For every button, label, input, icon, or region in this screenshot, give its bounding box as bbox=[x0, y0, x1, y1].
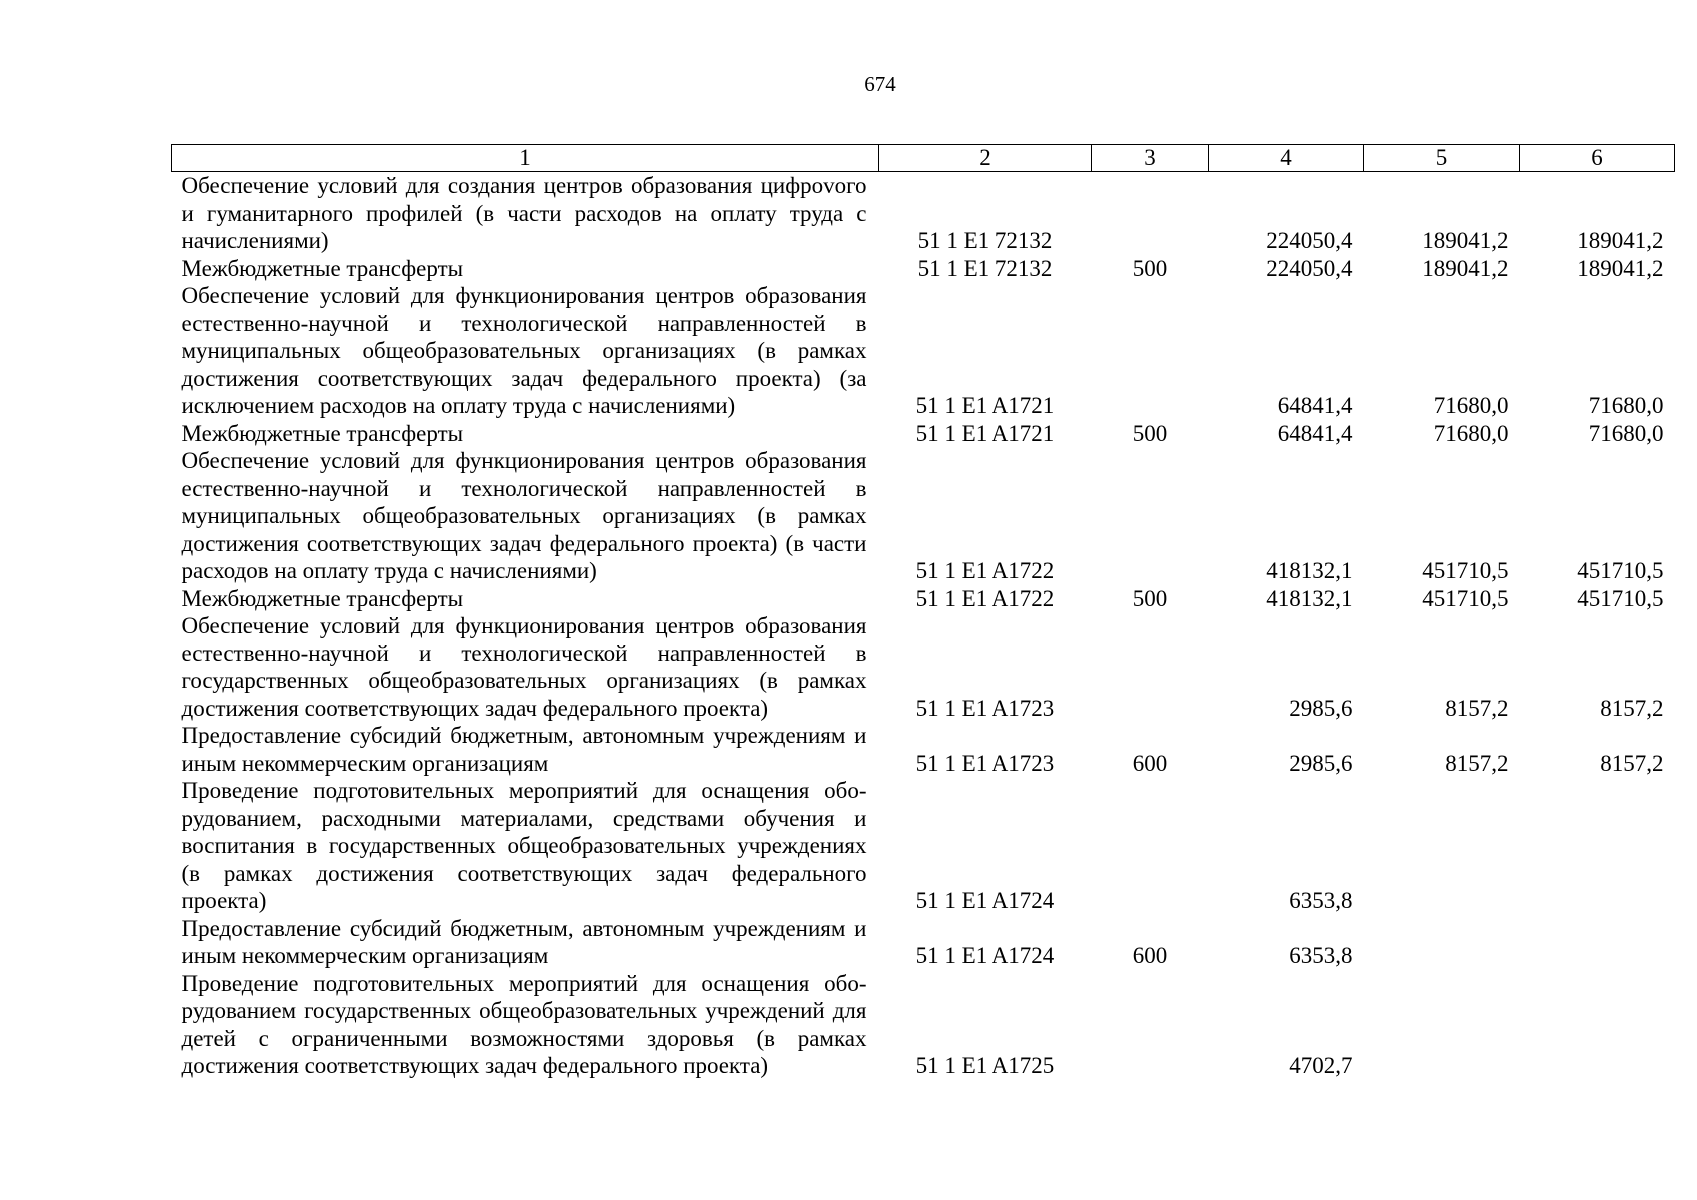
page-number: 674 bbox=[864, 72, 896, 96]
row-name: Обеспечение условий для функционирования центров образования естественно-научной и технологической направленностей в муниципальных общеобразовательных организациях (в рамках достижения соответствующих задач федерального проекта) (в части расходов на оплату труда с начислениями) bbox=[181, 448, 867, 583]
row-value-2: 8157,2 bbox=[1445, 750, 1509, 776]
row-value-1: 224050,4 bbox=[1266, 255, 1353, 281]
row-value-1: 2985,6 bbox=[1289, 750, 1353, 776]
row-value-3 bbox=[1520, 777, 1675, 915]
row-name: Обеспечение условий для функционирования центров образования естественно-научной и технологической направленностей в государственных общеобразовательных организациях (в рамках достижения соответствующих задач федерального проекта) bbox=[181, 613, 867, 721]
row-value-3: 71680,0 bbox=[1588, 420, 1664, 446]
table-header bbox=[172, 145, 1675, 172]
table-row bbox=[172, 612, 1675, 722]
row-value-2: 451710,5 bbox=[1422, 558, 1509, 583]
row-type bbox=[1092, 172, 1209, 255]
row-value-1: 224050,4 bbox=[1266, 228, 1353, 253]
row-value-1: 64841,4 bbox=[1277, 393, 1353, 418]
table-row bbox=[172, 722, 1675, 777]
row-code: 51 1 E1 A1722 bbox=[915, 558, 1055, 583]
table-row bbox=[172, 420, 1675, 448]
row-value-3 bbox=[1520, 970, 1675, 1080]
table-row bbox=[172, 585, 1675, 613]
column-header-1: 1 bbox=[172, 145, 879, 172]
row-type bbox=[1092, 970, 1209, 1080]
row-code: 51 1 E1 A1723 bbox=[915, 695, 1055, 721]
row-value-1: 2985,6 bbox=[1289, 695, 1353, 721]
row-type: 500 bbox=[1132, 255, 1168, 281]
row-name: Межбюджетные трансферты bbox=[181, 420, 464, 446]
row-code: 51 1 E1 A1725 bbox=[915, 1053, 1055, 1078]
row-value-3: 71680,0 bbox=[1588, 393, 1664, 418]
row-name: Обеспечение условий для создания центров образования цифроvого и гуманитарного профилей (в части расходов на оплату труда с начислениями) bbox=[181, 173, 867, 253]
row-type: 600 bbox=[1132, 750, 1168, 776]
row-type bbox=[1092, 282, 1209, 420]
table-row bbox=[172, 282, 1675, 420]
row-value-2 bbox=[1364, 970, 1520, 1080]
row-value-2: 451710,5 bbox=[1422, 585, 1509, 611]
budget-table bbox=[171, 144, 1675, 1080]
table-row bbox=[172, 447, 1675, 585]
row-value-3: 451710,5 bbox=[1577, 585, 1664, 611]
row-value-1: 418132,1 bbox=[1266, 558, 1353, 583]
row-name: Предоставление субсидий бюджетным, автономным учреждениям и иным некоммерческим организациям bbox=[181, 915, 867, 968]
row-value-2: 71680,0 bbox=[1433, 420, 1509, 446]
row-value-1: 6353,8 bbox=[1289, 943, 1353, 968]
row-type: 500 bbox=[1132, 420, 1168, 446]
row-type bbox=[1092, 447, 1209, 585]
row-value-2: 189041,2 bbox=[1422, 255, 1509, 281]
row-value-1: 6353,8 bbox=[1289, 888, 1353, 913]
row-name: Проведение подготовительных мероприятий для оснащения оборудованием, расходными материалами, средствами обучения и воспитания в государственных общеобразовательных учреждениях (в рамках достижения соответствующих задач федерального проекта) bbox=[181, 778, 867, 913]
table-row bbox=[172, 255, 1675, 283]
row-type: 500 bbox=[1132, 585, 1168, 611]
row-code: 51 1 E1 A1721 bbox=[915, 420, 1055, 446]
header-row bbox=[172, 145, 1675, 172]
row-code: 51 1 E1 A1723 bbox=[915, 750, 1055, 776]
row-name: Обеспечение условий для функционирования центров образования естественно-научной и технологической направленностей в муниципальных общеобразовательных организациях (в рамках достижения соответствующих задач федерального проекта) (за исключением расходов на оплату труда с начислениями) bbox=[181, 283, 867, 418]
row-value-3: 451710,5 bbox=[1577, 558, 1664, 583]
row-value-2: 8157,2 bbox=[1445, 695, 1509, 721]
row-value-2 bbox=[1364, 777, 1520, 915]
column-header-4: 4 bbox=[1209, 145, 1364, 172]
row-value-3: 8157,2 bbox=[1600, 750, 1664, 776]
row-value-2: 71680,0 bbox=[1433, 393, 1509, 418]
table-row bbox=[172, 172, 1675, 255]
table-row bbox=[172, 970, 1675, 1080]
column-header-3: 3 bbox=[1092, 145, 1209, 172]
column-header-6: 6 bbox=[1520, 145, 1675, 172]
column-header-2: 2 bbox=[879, 145, 1092, 172]
row-code: 51 1 E1 72132 bbox=[917, 255, 1053, 281]
row-type bbox=[1092, 612, 1209, 722]
row-type: 600 bbox=[1132, 943, 1168, 968]
row-name: Проведение подготовительных мероприятий для оснащения оборудованием государственных общеобразовательных учреждений для детей с ограниченными возможностями здоровья (в рамках достижения соответствующих задач федерального проекта) bbox=[181, 970, 867, 1078]
row-code: 51 1 E1 A1724 bbox=[915, 943, 1055, 968]
row-value-1: 418132,1 bbox=[1266, 585, 1353, 611]
row-value-3 bbox=[1520, 915, 1675, 970]
row-value-3: 8157,2 bbox=[1600, 695, 1664, 721]
row-value-3: 189041,2 bbox=[1577, 228, 1664, 253]
row-value-1: 64841,4 bbox=[1277, 420, 1353, 446]
row-code: 51 1 E1 A1722 bbox=[915, 585, 1055, 611]
row-type bbox=[1092, 777, 1209, 915]
column-header-5: 5 bbox=[1364, 145, 1520, 172]
row-value-2 bbox=[1364, 915, 1520, 970]
row-name: Межбюджетные трансферты bbox=[181, 255, 464, 281]
table-body bbox=[172, 172, 1675, 1080]
row-value-1: 4702,7 bbox=[1289, 1053, 1353, 1078]
row-code: 51 1 E1 A1724 bbox=[915, 888, 1055, 913]
row-name: Межбюджетные трансферты bbox=[181, 585, 464, 611]
row-code: 51 1 E1 72132 bbox=[917, 228, 1053, 253]
table-row bbox=[172, 915, 1675, 970]
table-row bbox=[172, 777, 1675, 915]
row-code: 51 1 E1 A1721 bbox=[915, 393, 1055, 418]
row-value-2: 189041,2 bbox=[1422, 228, 1509, 253]
row-name: Предоставление субсидий бюджетным, автономным учреждениям и иным некоммерческим организациям bbox=[181, 723, 867, 776]
row-value-3: 189041,2 bbox=[1577, 255, 1664, 281]
